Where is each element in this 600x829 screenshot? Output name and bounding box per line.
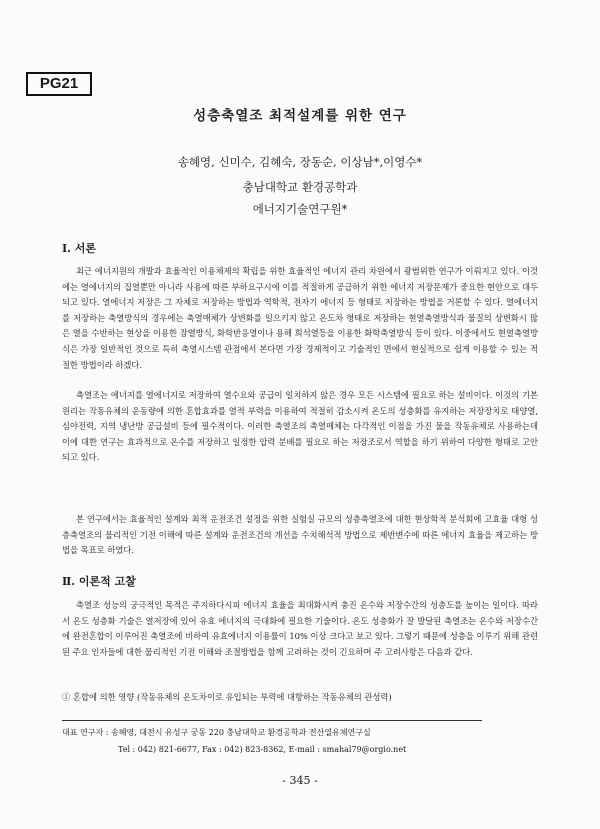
paper-title: 성층축열조 최적설계를 위한 연구 <box>193 108 407 124</box>
footnote-author-address: 대표 연구자 : 송혜영, 대전시 유성구 궁동 220 충남대학교 환경공학과 전산열유체연구실 <box>62 728 371 737</box>
intro-paragraph-3: 본 연구에서는 효율적인 설계와 최적 운전조건 설정을 위한 실험실 규모의 성층축열조에 대한 현상학적 분석회에 고효율 대형 성층축열조의 물리적인 기전 이해에 따른 설계와 운전조건의 개선을 수치해석적 방법으로 제반변수에 따른 에너지 효율을 제고하는 방법을 목표로 하였다. <box>62 514 538 556</box>
section-heading-introduction: Ⅰ. 서론 <box>62 242 97 255</box>
paper-code-box: PG21 <box>26 72 92 96</box>
theory-paragraph-1: 축열조 성능의 궁극적인 목적은 주지하다시피 에너지 효율을 최대화시켜 충진 온수와 저장수간의 성층도를 높이는 일이다. 따라서 온도 성층화 기술은 열저장에 있어 유효 에너지의 극대화에 필요한 기술이다. 온도 성층화가 잘 발달된 축열조는 온수와 저장수간에 완전혼합이 이루어진 축열조에 비하여 유효에너지 이용률이 10% 이상 크다고 보고 있다. 그렇기 때문에 성층을 이루기 위해 관련된 주요 인자들에 대한 물리적인 기전 이해와 조절방법을 함께 고려하는 것이 긴요하며 주 고려사항은 다음과 같다. <box>62 600 538 657</box>
affiliation-primary: 충남대학교 환경공학과 <box>242 180 358 194</box>
footnote-divider <box>62 720 482 721</box>
intro-paragraph-1: 최근 에너지원의 개발과 효율적인 이용체제의 확립을 위한 효율적인 에너지 관리 차원에서 광범위한 연구가 이뤄지고 있다. 이것에는 열에너지의 집열뿐만 아니라 사용에 따른 부하요구시에 이를 적절하게 공급하기 위한 에너지 저장문제가 중요한 현안으로 대두되고 있다. 열에너지 저장은 그 자체로 저장하는 방법과 역학적, 전자기 에너지 등 형태로 저장하는 방법을 거론할 수 있다. 열에너지를 저장하는 축열방식의 경우에는 축열매체가 상변화를 일으키지 않고 온도차 형태로 저장하는 현열축열방식과 물질의 상변화시 많은 열을 수반하는 현상을 이용한 잠열방식, 화학반응열이나 용해 희석열등을 이용한 화학축열방식 등이 있다. 이중에서도 현열축열방식은 가장 일반적인 것으로 특히 축열시스템 관점에서 본다면 가장 경제적이고 기술적인 면에서 현실적으로 쉽게 이용할 수 있는 적절한 방법이라 하겠다. <box>62 266 538 370</box>
affiliation-secondary: 에너지기술연구원* <box>252 202 348 216</box>
footnote-contact: Tel : 042) 821-6677, Fax : 042) 823-8362, E-mail : smahal79@orgio.net <box>118 745 407 754</box>
section-heading-theory: Ⅱ. 이론적 고찰 <box>62 575 136 588</box>
intro-paragraph-2: 축열조는 에너지를 열에너지로 저장하여 열수요와 공급이 일치하지 않은 경우 모든 시스템에 필요로 하는 설비이다. 이것의 기본원리는 작동유체의 운동량에 의한 혼합효과를 열적 부력을 이용하여 적절히 감소시켜 온도의 성층화를 유지하는 저장장치로 태양열, 심야전력, 지역 냉난방 공급설비 등에 필수적이다. 이러한 축열조의 축열매체는 다각적인 이점을 가진 물을 작동유체로 사용하는데 이에 대한 연구는 효과적으로 온수를 저장하고 일정한 압력 분배를 필요로 하는 저장조로서 역할을 하기 위하여 다양한 형태로 고안되고 있다. <box>62 390 538 463</box>
author-list: 송혜영, 신미수, 김혜숙, 장동순, 이상남*,이영수* <box>177 155 423 169</box>
page-number: - 345 - <box>282 774 318 787</box>
theory-item-1: ① 혼합에 의한 영향 (작동유체의 온도차이로 유입되는 부력에 대항하는 작동유체의 관성력) <box>62 692 392 702</box>
